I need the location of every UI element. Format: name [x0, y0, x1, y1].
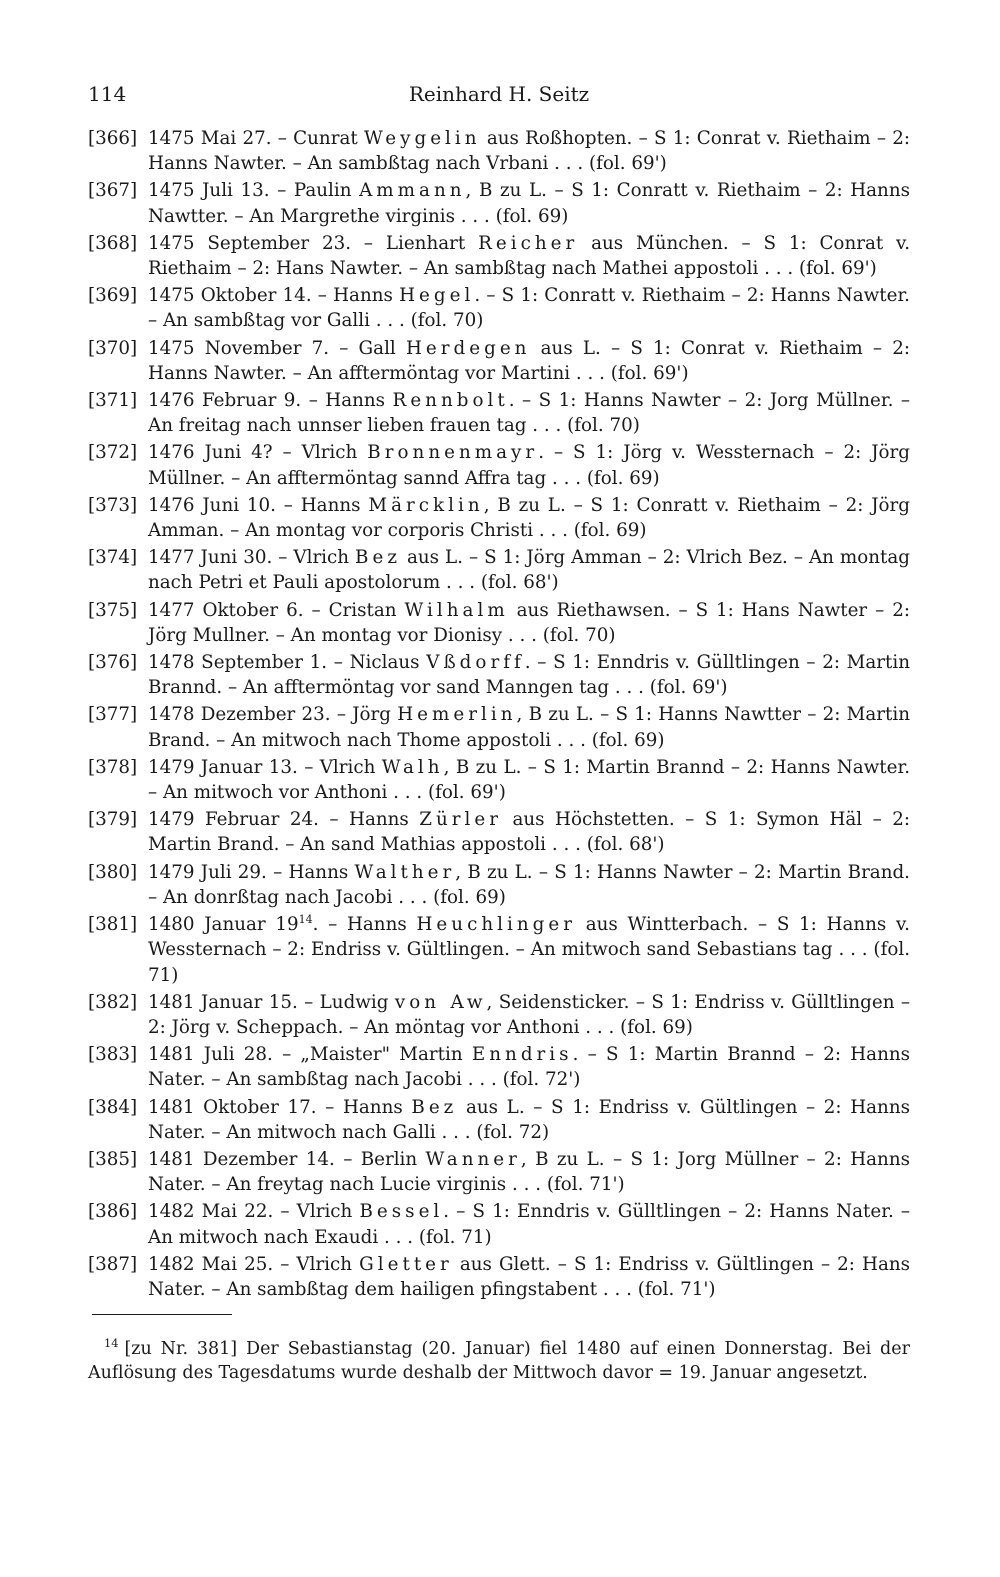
entry-date: 1477 Juni 30. – Vlrich — [148, 547, 356, 569]
entry-number: [373] — [88, 494, 138, 516]
entry-name: Walh — [381, 756, 444, 778]
entry-number: [384] — [88, 1096, 138, 1118]
list-item — [88, 1095, 910, 1145]
entry-number: [383] — [88, 1044, 138, 1066]
entry-details: , B zu L. – S 1: Conratt v. Riethaim – 2: Jörg Amman. – An montag vor corporis Christi . . . (fol. 69) — [148, 494, 910, 542]
entry-date: 1478 September 1. – Niclaus — [148, 652, 427, 674]
entry-number: [375] — [88, 599, 138, 621]
entry-name: Bessel — [359, 1201, 444, 1223]
entry-details: aus Höchstetten. – S 1: Symon Häl – 2: Martin Brand. – An sand Mathias appostoli . . . (fol. 68') — [148, 809, 911, 856]
entry-text — [148, 912, 910, 988]
entry-number: [371] — [88, 390, 138, 412]
entry-date: 1481 Oktober 17. – Hanns — [148, 1096, 412, 1118]
entry-name: Vßdorff — [426, 652, 525, 674]
list-item — [88, 440, 910, 490]
entry-date: 1479 Juli 29. – Hanns — [148, 861, 355, 883]
entry-details: . – S 1: Enndris v. Gülltlingen – 2: Hanns Nater. – An mitwoch nach Exaudi . . . (fol. 71) — [148, 1201, 911, 1248]
entry-details: . – S 1: Conratt v. Riethaim – 2: Hanns Nawter. – An sambßtag vor Galli . . . (fol. 70) — [148, 285, 910, 332]
entry-text — [148, 990, 910, 1040]
footnote-text: [zu Nr. 381] Der Sebastianstag (20. Januar) fiel 1480 auf einen Donnerstag. Bei der Auflösung des Tagesdatums wurde deshalb der Mittwoch davor = 19. Januar angesetzt. — [88, 1339, 910, 1384]
entry-date: 1476 Juni 4? – Vlrich — [148, 442, 368, 464]
entry-details: , Seidensticker. – S 1: Endriss v. Gülltlingen – 2: Jörg v. Scheppach. – An möntag vor Anthoni . . . (fol. 69) — [148, 991, 910, 1038]
entry-details: . – S 1: Martin Brannd – 2: Hanns Nater. – An sambßtag nach Jacobi . . . (fol. 72') — [148, 1044, 911, 1091]
entry-text — [148, 807, 910, 857]
entry-text — [148, 1095, 910, 1145]
entry-details: , B zu L. – S 1: Hanns Nawtter – 2: Martin Brand. – An mitwoch nach Thome appostoli . . . (fol. 69) — [148, 704, 910, 751]
entry-date: 1478 Dezember 23. – Jörg — [148, 704, 398, 726]
entry-date: 1479 Februar 24. – Hanns — [148, 809, 420, 831]
entry-details: aus L. – S 1: Endriss v. Gültlingen – 2: Hanns Nater. – An mitwoch nach Galli . . . (fol. 72) — [148, 1096, 910, 1143]
entry-name: Reicher — [478, 232, 579, 254]
entry-text — [148, 545, 910, 595]
list-item — [88, 702, 910, 752]
entry-details: aus München. – S 1: Conrat v. Riethaim – 2: Hans Nawter. – An sambßtag nach Mathei appostoli . . . (fol. 69') — [148, 232, 911, 280]
entry-text — [148, 702, 910, 752]
list-item — [88, 545, 910, 595]
entry-number: [381] — [88, 914, 138, 936]
entry-details: , B zu L. – S 1: Conratt v. Riethaim – 2: Hanns Nawtter. – An Margrethe virginis . . . (fol. 69) — [148, 180, 910, 227]
entry-list — [88, 126, 910, 1302]
entry-name: Weygelin — [363, 128, 481, 149]
running-head: Reinhard H. Seitz — [408, 82, 590, 106]
entry-text — [148, 1199, 910, 1249]
page-number: 114 — [88, 82, 127, 106]
footnote-mark: 14 — [104, 1336, 119, 1351]
entry-date: 1475 September 23. – Lienhart — [148, 232, 479, 254]
entry-details: aus Wintterbach. – S 1: Hanns v. Wessternach – 2: Endriss v. Gültlingen. – An mitwoch sand Sebastians tag . . . (fol. 71) — [148, 914, 910, 986]
entry-text — [148, 1147, 910, 1197]
entry-name: Hemerlin — [397, 704, 517, 726]
entry-number: [369] — [88, 285, 138, 307]
entry-details: , B zu L. – S 1: Hanns Nawter – 2: Martin Brand. – An donrßtag nach Jacobi . . . (fol. 69) — [148, 861, 910, 908]
list-item — [88, 1147, 910, 1197]
entry-date: 1480 Januar 19 — [148, 914, 299, 936]
list-item — [88, 1199, 910, 1249]
list-item — [88, 493, 910, 543]
entry-name: Rennbolt — [392, 390, 509, 412]
entry-number: [374] — [88, 547, 138, 569]
entry-number: [387] — [88, 1253, 138, 1275]
list-item — [88, 178, 910, 228]
entry-date: 1481 Januar 15. – Ludwig — [148, 991, 395, 1013]
entry-name: Walther — [354, 861, 456, 883]
entry-details: . – S 1: Hanns Nawter – 2: Jorg Müllner. – An freitag nach unnser lieben frauen tag . . . (fol. 70) — [148, 390, 911, 437]
list-item — [88, 388, 910, 438]
entry-text — [148, 1042, 910, 1092]
entry-text — [148, 860, 910, 910]
entry-name: Ammann — [359, 180, 466, 202]
entry-name: von Aw — [394, 991, 487, 1013]
list-item — [88, 912, 910, 988]
entry-date: 1475 Oktober 14. – Hanns — [148, 285, 400, 307]
entry-name: Wanner — [425, 1148, 521, 1170]
entry-text — [148, 126, 910, 176]
entry-date: 1475 Juli 13. – Paulin — [148, 180, 360, 202]
entry-number: [367] — [88, 180, 138, 202]
entry-number: [379] — [88, 809, 138, 831]
entry-date: 1476 Juni 10. – Hanns — [148, 494, 369, 516]
entry-number: [386] — [88, 1201, 138, 1223]
entry-details: aus L. – S 1: Conrat v. Riethaim – 2: Hanns Nawter. – An afftermöntag vor Martini . . . (fol. 69') — [148, 337, 910, 384]
list-item — [88, 860, 910, 910]
entry-details: . – S 1: Jörg v. Wessternach – 2: Jörg Müllner. – An afftermöntag sannd Affra tag . . . (fol. 69) — [148, 442, 910, 489]
list-item — [88, 990, 910, 1040]
entry-name: Herdegen — [405, 337, 531, 359]
entry-details: aus Riethawsen. – S 1: Hans Nawter – 2: Jörg Mullner. – An montag vor Dionisy . . . (fol. 70) — [148, 599, 910, 646]
entry-details: , B zu L. – S 1: Jorg Müllner – 2: Hanns Nater. – An freytag nach Lucie virginis . . . (fol. 71') — [148, 1148, 910, 1196]
entry-details: , B zu L. – S 1: Martin Brannd – 2: Hanns Nawter. – An mitwoch vor Anthoni . . . (fol. 69') — [148, 756, 910, 804]
entry-text — [148, 231, 910, 281]
entry-date: 1482 Mai 22. – Vlrich — [148, 1201, 360, 1223]
list-item — [88, 1042, 910, 1092]
entry-text — [148, 283, 910, 333]
entry-date: 1475 November 7. – Gall — [148, 337, 406, 359]
entry-name: Wilhalm — [404, 599, 509, 621]
entry-text — [148, 440, 910, 490]
entry-text — [148, 755, 910, 805]
list-item — [88, 231, 910, 281]
list-item — [88, 336, 910, 386]
entry-number: [370] — [88, 337, 138, 359]
entry-details: aus Glett. – S 1: Endriss v. Gültlingen – 2: Hans Nater. – An sambßtag dem hailigen pfingstabent . . . (fol. 71') — [148, 1253, 911, 1300]
entry-date: 1477 Oktober 6. – Cristan — [148, 599, 405, 621]
entry-number: [372] — [88, 442, 138, 464]
entry-text — [148, 336, 910, 386]
entry-number: [385] — [88, 1148, 138, 1170]
entry-number: [376] — [88, 652, 138, 674]
footnote-reference: 14 — [298, 913, 313, 926]
entry-date: 1481 Juli 28. – „Maister" Martin — [148, 1044, 472, 1066]
entry-name: Zürler — [419, 809, 503, 831]
entry-number: [368] — [88, 232, 138, 254]
footnote-rule — [92, 1314, 232, 1315]
entry-text — [148, 1252, 910, 1302]
list-item — [88, 598, 910, 648]
entry-name: Heuchlinger — [416, 914, 577, 936]
entry-date-rest: . – Hanns — [312, 914, 417, 936]
entry-name: Bronnenmayr — [367, 442, 539, 464]
entry-number: [382] — [88, 991, 138, 1013]
entry-details: . – S 1: Enndris v. Gülltlingen – 2: Martin Brannd. – An afftermöntag vor sand Manngen tag . . . (fol. 69') — [148, 652, 910, 699]
entry-text — [148, 598, 910, 648]
entry-date: 1479 Januar 13. – Vlrich — [148, 756, 382, 778]
entry-details: aus Roßhopten. – S 1: Conrat v. Riethaim – 2: Hanns Nawter. – An sambßtag nach Vrbani . . . (fol. 69') — [148, 128, 911, 175]
list-item — [88, 1252, 910, 1302]
entry-number: [366] — [88, 128, 138, 149]
entry-number: [378] — [88, 756, 138, 778]
entry-text — [148, 178, 910, 228]
entry-details: aus L. – S 1: Jörg Amman – 2: Vlrich Bez. – An montag nach Petri et Pauli apostolorum . . . (fol. 68') — [148, 547, 910, 594]
list-item — [88, 283, 910, 333]
entry-number: [380] — [88, 861, 138, 883]
entry-text — [148, 493, 910, 543]
entry-name: Bez — [411, 1096, 458, 1118]
entry-name: Märcklin — [368, 494, 484, 516]
list-item — [88, 650, 910, 700]
entry-date: 1476 Februar 9. – Hanns — [148, 390, 393, 412]
entry-date: 1481 Dezember 14. – Berlin — [148, 1148, 426, 1170]
entry-text — [148, 650, 910, 700]
entry-text — [148, 388, 910, 438]
entry-name: Hegel — [399, 285, 475, 307]
footnote — [88, 1337, 910, 1385]
document-page — [88, 82, 910, 1385]
entry-date: 1475 Mai 27. – Cunrat — [148, 128, 364, 149]
entry-date: 1482 Mai 25. – Vlrich — [148, 1253, 360, 1275]
list-item — [88, 807, 910, 857]
entry-number: [377] — [88, 704, 138, 726]
entry-name: Bez — [355, 547, 401, 569]
entry-name: Enndris — [471, 1044, 573, 1066]
list-item — [88, 755, 910, 805]
page-header — [88, 82, 910, 118]
entry-name: Gletter — [359, 1253, 453, 1275]
list-item — [88, 126, 910, 176]
